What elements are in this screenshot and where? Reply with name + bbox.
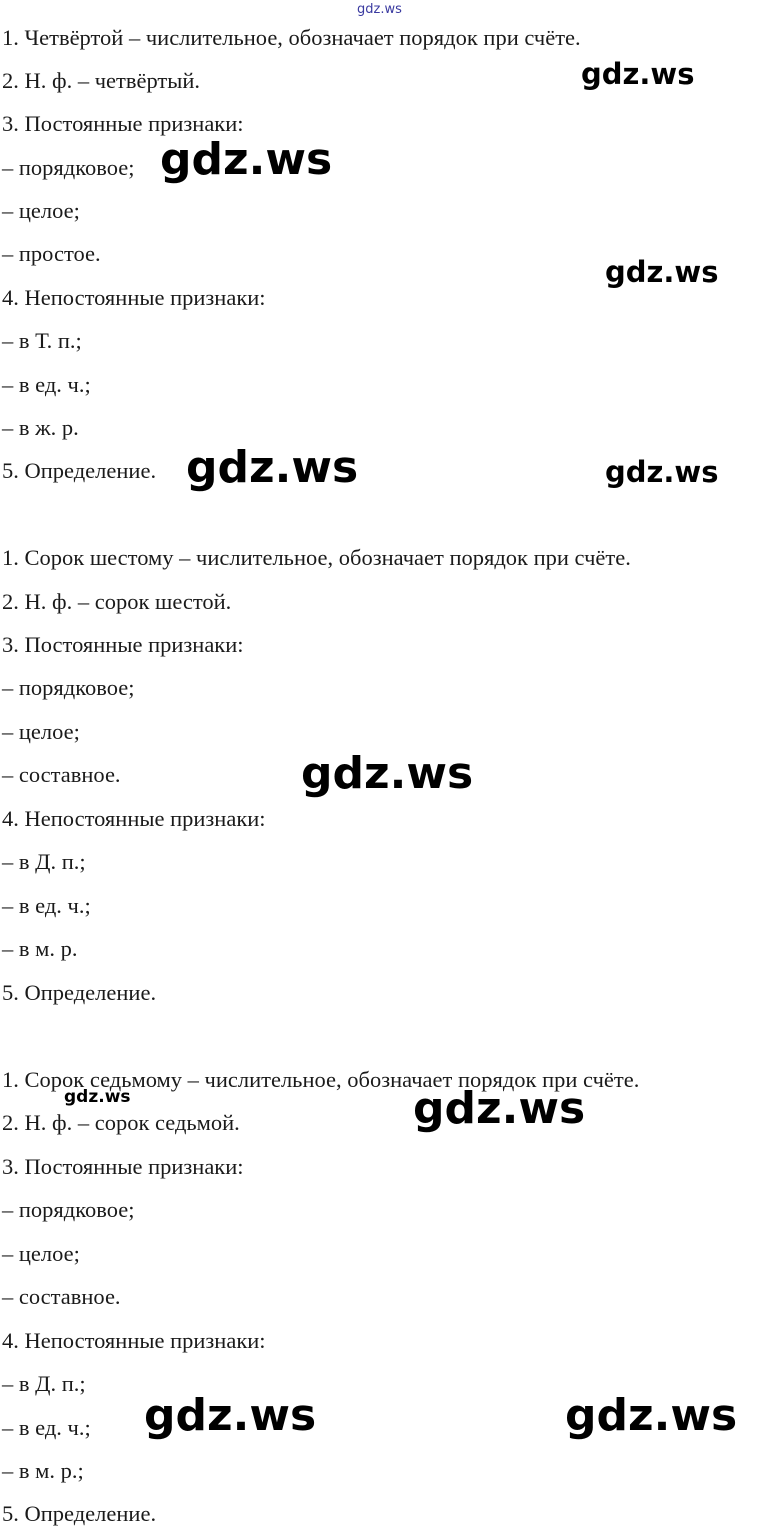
text-line: – составное.	[2, 762, 121, 787]
watermark: gdz.ws	[605, 455, 719, 489]
watermark: gdz.ws	[160, 134, 333, 185]
text-line: – в м. р.;	[2, 1458, 84, 1483]
watermark: gdz.ws	[357, 2, 402, 17]
watermark: gdz.ws	[565, 1390, 738, 1441]
text-line: – в ед. ч.;	[2, 1415, 91, 1440]
text-line: – в Д. п.;	[2, 1371, 86, 1396]
text-line: 1. Сорок шестому – числительное, обозначает порядок при счёте.	[2, 545, 631, 570]
text-line: 1. Сорок седьмому – числительное, обозначает порядок при счёте.	[2, 1067, 640, 1092]
text-line: 4. Непостоянные признаки:	[2, 806, 266, 831]
text-line: – в Т. п.;	[2, 328, 82, 353]
watermark: gdz.ws	[605, 255, 719, 289]
text-line: – порядковое;	[2, 675, 135, 700]
text-line: 3. Постоянные признаки:	[2, 111, 244, 136]
text-line: – в ед. ч.;	[2, 893, 91, 918]
text-line: 2. Н. ф. – сорок шестой.	[2, 589, 232, 614]
watermark: gdz.ws	[413, 1083, 586, 1134]
text-line: – простое.	[2, 241, 101, 266]
text-line: 3. Постоянные признаки:	[2, 632, 244, 657]
text-line: 2. Н. ф. – сорок седьмой.	[2, 1110, 240, 1135]
watermark: gdz.ws	[144, 1390, 317, 1441]
text-line: – порядковое;	[2, 1197, 135, 1222]
watermark: gdz.ws	[581, 57, 695, 91]
text-line: – в ж. р.	[2, 415, 79, 440]
text-line: 5. Определение.	[2, 980, 157, 1005]
text-line: – составное.	[2, 1284, 121, 1309]
text-line: – в м. р.	[2, 936, 78, 961]
text-line: – порядковое;	[2, 155, 135, 180]
text-line: 1. Четвёртой – числительное, обозначает порядок при счёте.	[2, 25, 581, 50]
text-line: – целое;	[2, 198, 80, 223]
text-line: – целое;	[2, 1241, 80, 1266]
text-line: 5. Определение.	[2, 1501, 157, 1526]
text-line: 2. Н. ф. – четвёртый.	[2, 68, 201, 93]
text-line: 4. Непостоянные признаки:	[2, 1328, 266, 1353]
text-line: – в ед. ч.;	[2, 372, 91, 397]
text-line: 4. Непостоянные признаки:	[2, 285, 266, 310]
text-line: – целое;	[2, 719, 80, 744]
text-line: 5. Определение.	[2, 458, 157, 483]
watermark: gdz.ws	[186, 442, 359, 493]
watermark: gdz.ws	[301, 748, 474, 799]
text-line: – в Д. п.;	[2, 849, 86, 874]
watermark: gdz.ws	[64, 1087, 131, 1107]
text-line: 3. Постоянные признаки:	[2, 1154, 244, 1179]
